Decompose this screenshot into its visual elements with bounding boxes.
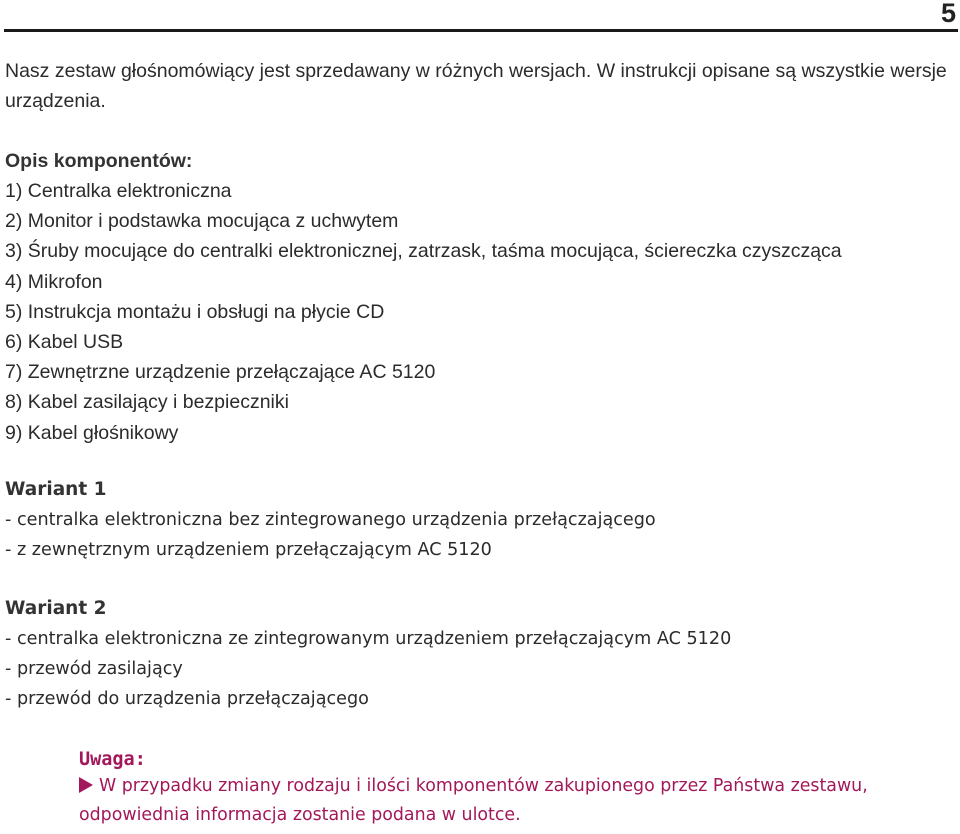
component-item: 6) Kabel USB: [5, 331, 124, 354]
components-heading: Opis komponentów:: [5, 150, 193, 172]
note-body: [79, 772, 959, 830]
intro-paragraph: Nasz zestaw głośnomówiący jest sprzedawany w różnych wersjach. W instrukcji opisane są wszystkie wersje urządzenia.: [5, 60, 947, 112]
variant-2-heading: Wariant 2: [5, 598, 107, 619]
variant-item: - centralka elektroniczna bez zintegrowanego urządzenia przełączającego: [5, 510, 656, 530]
page-number: 5: [940, 0, 956, 28]
variant-1-heading: Wariant 1: [5, 479, 107, 500]
note-text: W przypadku zmiany rodzaju i ilości komponentów zakupionego przez Państwa zestawu, odpowiednia informacja zostanie podana w ulotce.: [79, 776, 868, 825]
component-item: 8) Kabel zasilający i bezpieczniki: [5, 391, 289, 414]
component-item: 9) Kabel głośnikowy: [5, 421, 179, 444]
arrow-right-icon: [79, 777, 93, 793]
variant-item: - centralka elektroniczna ze zintegrowanym urządzeniem przełączającym AC 5120: [5, 629, 732, 649]
component-item: 5) Instrukcja montażu i obsługi na płycie CD: [5, 300, 385, 323]
note-heading: Uwaga:: [79, 749, 146, 770]
header-rule: [4, 29, 958, 32]
variant-item: - przewód do urządzenia przełączającego: [5, 689, 369, 709]
variant-1-section: [5, 475, 955, 565]
component-item: 1) Centralka elektroniczna: [5, 180, 232, 202]
variant-2-section: [5, 594, 955, 714]
components-section: [5, 146, 955, 448]
component-item: 2) Monitor i podstawka mocująca z uchwytem: [5, 210, 399, 233]
component-item: 7) Zewnętrzne urządzenie przełączające AC 5120: [5, 361, 436, 384]
variant-item: - przewód zasilający: [5, 659, 183, 679]
component-item: 3) Śruby mocujące do centralki elektronicznej, zatrzask, taśma mocująca, ściereczka czyszcząca: [5, 240, 842, 263]
component-item: 4) Mikrofon: [5, 270, 103, 293]
variant-item: - z zewnętrznym urządzeniem przełączającym AC 5120: [5, 540, 492, 560]
